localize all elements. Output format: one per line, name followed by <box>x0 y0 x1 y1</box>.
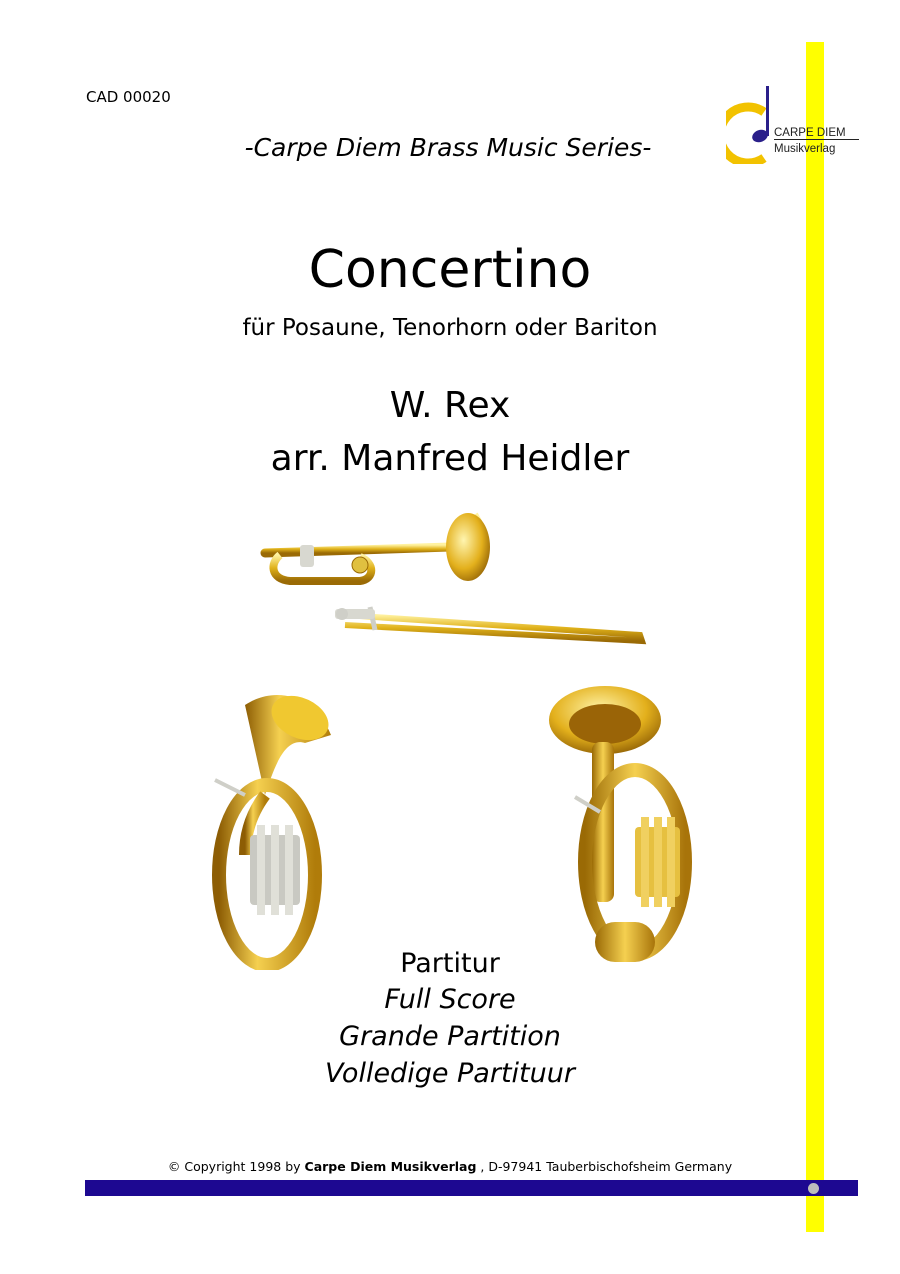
arranger-name: arr. Manfred Heidler <box>270 438 630 479</box>
composer-name: W. Rex <box>389 385 511 426</box>
catalog-number: CAD 00020 <box>86 88 171 106</box>
instrumentation-subtitle: für Posaune, Tenorhorn oder Bariton <box>242 315 658 341</box>
yellow-vertical-bar <box>806 42 824 1232</box>
footer-bar-dot <box>808 1183 819 1194</box>
score-label-de: Partitur <box>400 948 500 979</box>
carpe-diem-logo <box>726 84 866 164</box>
score-label-en: Full Score <box>384 984 516 1015</box>
score-label-nl: Volledige Partituur <box>325 1058 575 1089</box>
blue-footer-bar <box>85 1180 858 1196</box>
copyright-publisher: Carpe Diem Musikverlag <box>304 1159 477 1174</box>
baritone-icon <box>540 682 700 972</box>
trombone-icon <box>250 505 660 655</box>
page-title: Concertino <box>308 240 592 300</box>
copyright-prefix: © Copyright 1998 by <box>167 1159 305 1174</box>
tenor-horn-icon <box>205 685 340 970</box>
series-title: -Carpe Diem Brass Music Series- <box>244 133 652 162</box>
copyright-suffix: , D-97941 Tauberbischofsheim Germany <box>476 1159 733 1174</box>
score-label-fr: Grande Partition <box>339 1021 561 1052</box>
copyright-notice <box>0 1159 900 1174</box>
logo-line2: Musikverlag <box>774 143 836 155</box>
logo-line1: CARPE DIEM <box>774 127 846 139</box>
